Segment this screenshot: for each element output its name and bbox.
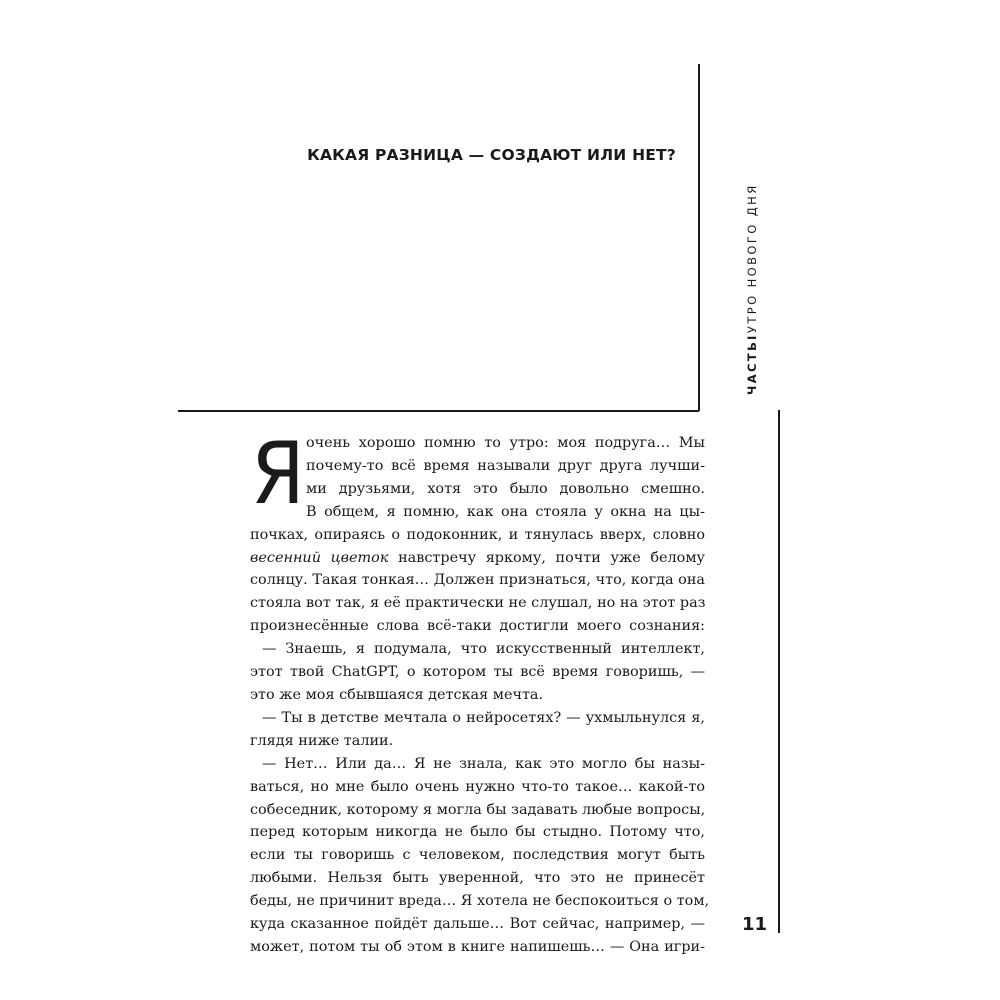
text-line: это же моя сбывшаяся детская мечта. — [250, 686, 544, 703]
vertical-rule-bottom — [778, 410, 780, 933]
running-head-number: I — [745, 333, 759, 340]
text-line: почему-то всё время называли друг друга лучши- — [306, 457, 705, 474]
text-line: этот твой ChatGPT, о котором ты всё время говоришь, — — [250, 664, 705, 681]
text-line: глядя ниже талии. — [250, 732, 394, 749]
text-line — [250, 547, 705, 570]
body-text — [250, 424, 710, 959]
running-head-part: ЧАСТЬ — [745, 339, 759, 395]
vertical-rule-top — [698, 64, 700, 411]
text-line: почках, опираясь о подоконник, и тянулась вверх, словно — [250, 526, 705, 543]
text-line: В общем, я помню, как она стояла у окна на цы- — [306, 503, 705, 520]
text-line: — Знаешь, я подумала, что искусственный интеллект, — [262, 641, 705, 658]
text-fragment: навстречу яркому, почти уже белому — [398, 549, 705, 566]
text-line: собеседник, которому я могла бы задавать любые вопросы, — [250, 801, 706, 818]
drop-cap: Я — [251, 424, 305, 524]
text-line: — Ты в детстве мечтала о нейросетях? — ухмыльнулся я, — [262, 709, 705, 726]
running-head-title: УТРО НОВОГО ДНЯ — [745, 183, 759, 334]
text-line: — Нет… Или да… Я не знала, как это могло бы назы- — [262, 755, 705, 772]
text-line: очень хорошо помню то утро: моя подруга… Мы — [306, 435, 705, 451]
text-line: произнесённые слова всё-таки достигли моего сознания: — [250, 618, 705, 635]
text-line: стояла вот так, я её практически не слушал, но на этот раз — [250, 595, 706, 612]
text-line: любыми. Нельзя быть уверенной, что это не принесёт — [250, 870, 705, 887]
horizontal-rule — [178, 410, 699, 412]
text-line: куда сказанное пойдёт дальше… Вот сейчас, например, — — [250, 916, 705, 933]
text-line: ми друзьями, хотя это было довольно смешно. — [306, 480, 705, 497]
text-line: если ты говоришь с человеком, последствия могут быть — [250, 847, 705, 864]
text-line: солнцу. Такая тонкая… Должен признаться, что, когда она — [250, 572, 705, 589]
text-line: может, потом ты об этом в книге напишешь… — Она игри- — [250, 938, 705, 955]
running-head — [745, 150, 765, 395]
chapter-title: КАКАЯ РАЗНИЦА — СОЗДАЮТ ИЛИ НЕТ? — [307, 146, 676, 164]
text-line: беды, не причинит вреда… Я хотела не беспокоиться о том, — [250, 893, 710, 910]
text-line: ваться, но мне было очень нужно что-то такое… какой-то — [250, 778, 705, 795]
page-number: 11 — [742, 914, 768, 935]
italic-phrase: весенний цветок — [250, 549, 389, 566]
text-line: перед которым никогда не было бы стыдно. Потому что, — [250, 824, 705, 841]
